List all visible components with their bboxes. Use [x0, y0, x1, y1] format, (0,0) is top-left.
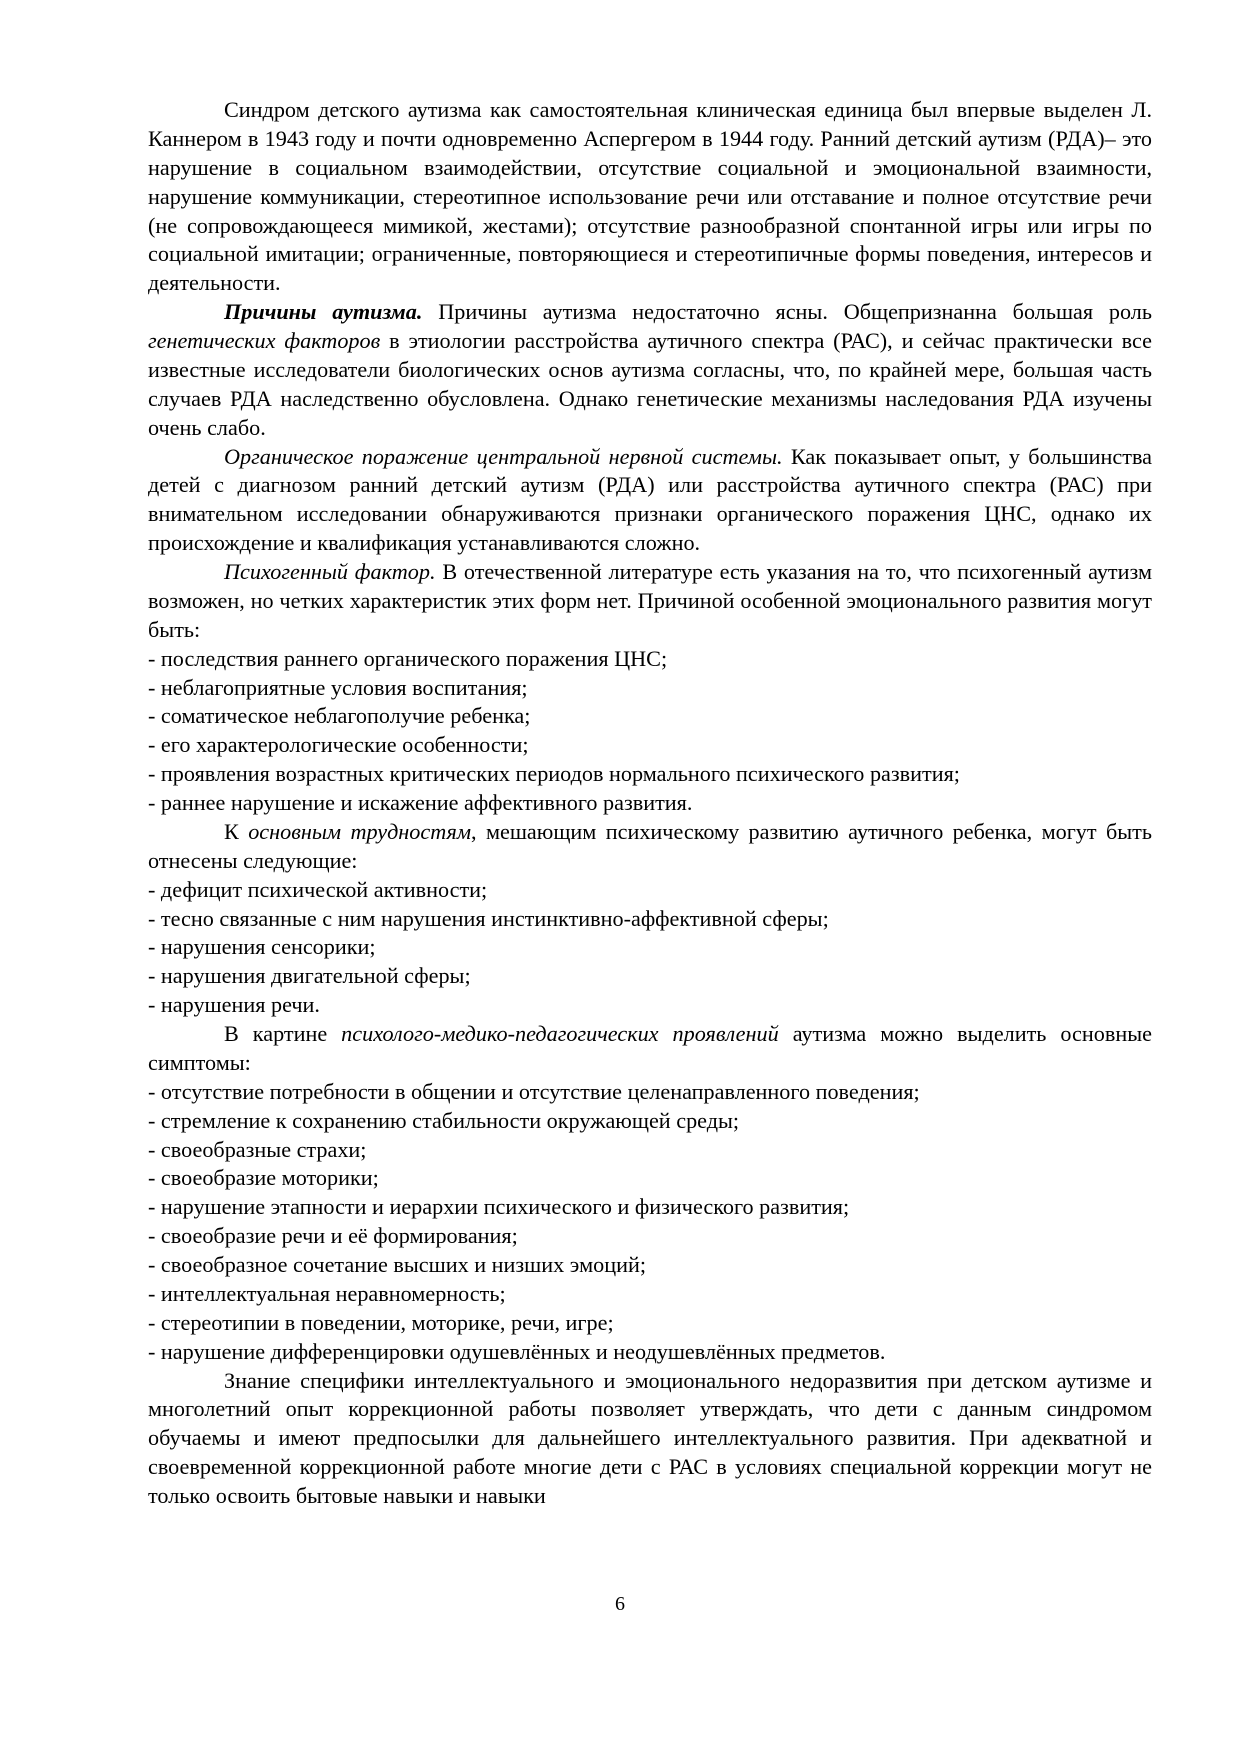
list-item: - соматическое неблагополучие ребенка;	[148, 703, 531, 729]
list-item: - проявления возрастных критических периодов нормального психического развития;	[148, 761, 960, 787]
manifestations-term: психолого-медико-педагогических проявлений	[341, 1021, 779, 1046]
list-item: - стремление к сохранению стабильности окружающей среды;	[148, 1107, 740, 1133]
causes-text-part1: Причины аутизма недостаточно ясны. Общепризнанна большая роль	[422, 299, 1152, 325]
list-item: - своеобразие моторики;	[148, 1165, 379, 1191]
symptoms-text-part2: аутизма можно выделить основные симптомы:	[148, 1021, 1152, 1075]
list-item: - отсутствие потребности в общении и отсутствие целенаправленного поведения;	[148, 1078, 920, 1104]
body-text	[148, 96, 1152, 1511]
organic-paragraph	[148, 443, 1152, 559]
causes-paragraph	[148, 298, 1152, 442]
difficulties-text-part2: , мешающим психическому развитию аутичного ребенка, могут быть отнесены следующие:	[148, 818, 1152, 873]
causes-heading: Причины аутизма.	[224, 299, 423, 325]
main-difficulties-term: основным трудностям	[248, 818, 472, 844]
symptoms-paragraph	[148, 1020, 1152, 1078]
list-item: - нарушения сенсорики;	[148, 934, 376, 960]
symptoms-text-part1: В картине	[224, 1021, 342, 1046]
list-item: - нарушение этапности и иерархии психического и физического развития;	[148, 1194, 850, 1220]
list-item: - своеобразие речи и её формирования;	[148, 1223, 518, 1249]
list-item: - интеллектуальная неравномерность;	[148, 1280, 506, 1306]
list-item: - нарушения речи.	[148, 992, 320, 1018]
genetic-factors-term: генетических факторов	[148, 328, 381, 353]
intro-paragraph: Синдром детского аутизма как самостоятельная клиническая единица был впервые выделен Л. Каннером в 1943 году и почти одновременно Аспергером в 1944 году. Ранний детский аутизм (РДА)– это нарушение в социальном взаимодействии, отсутствие социальной и эмоциональной взаимности, нарушение коммуникации, стереотипное использование речи или отставание и полное отсутствие речи (не сопровождающееся мимикой, жестами); отсутствие разнообразной спонтанной игры или игры по социальной имитации; ограниченные, повторяющиеся и стереотипичные формы поведения, интересов и деятельности.	[148, 97, 1152, 296]
list-item: - раннее нарушение и искажение аффективного развития.	[148, 790, 693, 815]
difficulties-paragraph	[148, 818, 1152, 876]
psychogenic-heading: Психогенный фактор.	[224, 559, 436, 584]
organic-heading: Органическое поражение центральной нервной системы.	[224, 443, 783, 469]
list-item: - нарушение дифференцировки одушевлённых и неодушевлённых предметов.	[148, 1338, 886, 1364]
list-item: - последствия раннего органического поражения ЦНС;	[148, 645, 668, 671]
list-item: - стереотипии в поведении, моторике, речи, игре;	[148, 1309, 614, 1335]
list-item: - его характерологические особенности;	[148, 732, 529, 758]
difficulties-text-part1: К	[224, 818, 249, 844]
causes-text-part2: в этиологии расстройства аутичного спектра (РАС), и сейчас практически все известные исследователи биологических основ аутизма согласны, что, по крайней мере, большая часть случаев РДА наследственно обусловлена. Однако генетические механизмы наследования РДА изучены очень слабо.	[148, 328, 1152, 440]
conclusion-paragraph: Знание специфики интеллектуального и эмоционального недоразвития при детском аутизме и многолетний опыт коррекционной работы позволяет утверждать, что дети с данным синдромом обучаемы и имеют предпосылки для дальнейшего интеллектуального развития. При адекватной и своевременной коррекционной работе многие дети с РАС в условиях специальной коррекции могут не только освоить бытовые навыки и навыки	[148, 1367, 1152, 1508]
list-item: - неблагоприятные условия воспитания;	[148, 674, 528, 700]
list-item: - нарушения двигательной сферы;	[148, 963, 471, 989]
organic-text: Как показывает опыт, у большинства детей с диагнозом ранний детский аутизм (РДА) или расстройства аутичного спектра (РАС) при внимательном исследовании обнаруживаются признаки органического поражения ЦНС, однако их происхождение и квалификация устанавливаются сложно.	[148, 443, 1152, 556]
psychogenic-text: В отечественной литературе есть указания на то, что психогенный аутизм возможен, но четких характеристик этих форм нет. Причиной особенной эмоционального развития могут быть:	[148, 559, 1152, 642]
page-number: 6	[615, 1593, 625, 1615]
list-item: - своеобразное сочетание высших и низших эмоций;	[148, 1252, 646, 1277]
list-item: - своеобразные страхи;	[148, 1136, 367, 1162]
list-item: - тесно связанные с ним нарушения инстинктивно-аффективной сферы;	[148, 905, 829, 931]
psychogenic-paragraph	[148, 558, 1152, 645]
list-item: - дефицит психической активности;	[148, 876, 488, 902]
